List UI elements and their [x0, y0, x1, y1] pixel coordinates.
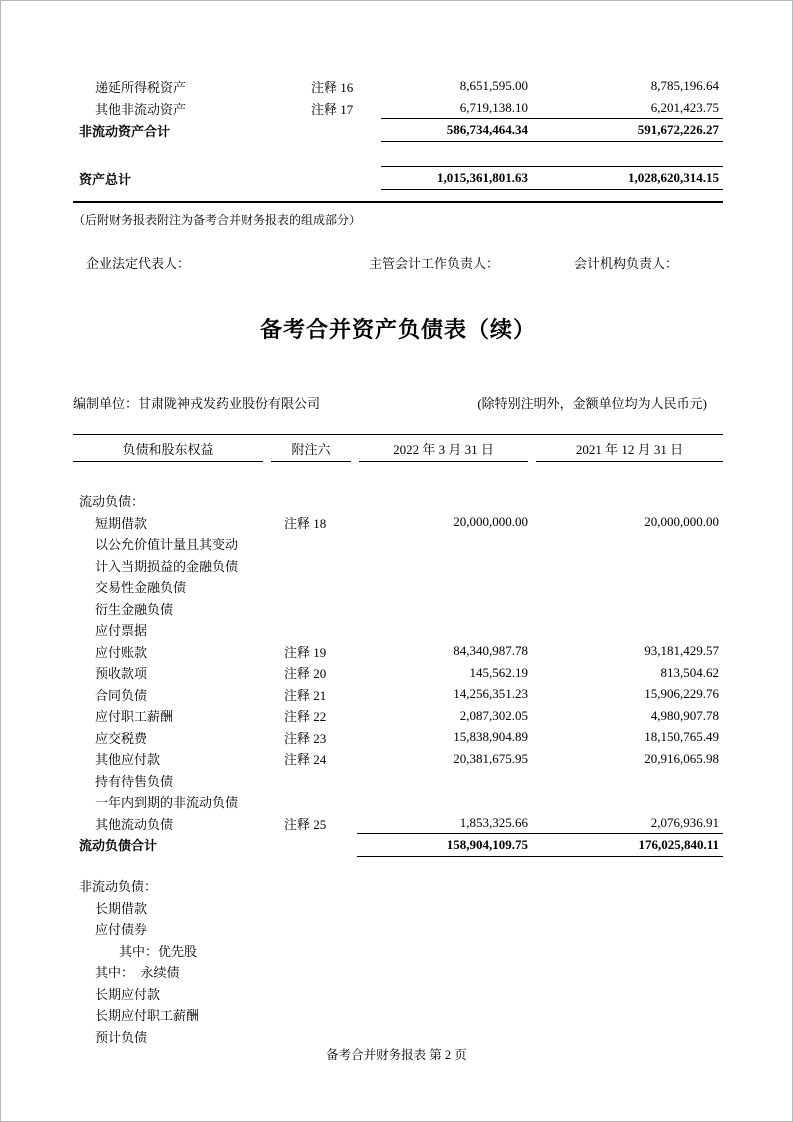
page-content	[73, 75, 723, 1047]
row-value: 20,381,675.95	[453, 750, 528, 766]
row-label: 预计负债	[95, 1029, 148, 1045]
table-row	[73, 875, 723, 897]
row-label: 持有待售负债	[95, 773, 174, 789]
row-value: 15,906,229.76	[644, 686, 719, 702]
section-divider	[73, 201, 723, 203]
row-label: 衍生金融负债	[95, 601, 174, 617]
row-value: 2,087,302.05	[459, 707, 528, 723]
row-value: 1,028,620,314.15	[536, 166, 723, 190]
meta-row	[73, 393, 723, 411]
table-row	[73, 119, 723, 141]
row-note: 注释 17	[311, 101, 354, 117]
row-label: 以公允价值计量且其变动	[95, 537, 239, 553]
row-label: 非流动负债：	[79, 879, 158, 895]
row-label: 计入当期损益的金融负债	[95, 558, 239, 574]
row-label: 一年内到期的非流动负债	[95, 795, 239, 811]
page-title: 备考合并资产负债表（续）	[259, 317, 536, 342]
row-label: 非流动资产合计	[79, 123, 171, 139]
table-row	[73, 662, 723, 684]
row-label: 其中：优先股	[119, 943, 198, 959]
row-value: 586,734,464.34	[381, 118, 536, 142]
page-footer: 备考合并财务报表 第 2 页	[326, 1048, 467, 1062]
table-row	[73, 619, 723, 641]
row-label: 交易性金融负债	[95, 580, 187, 596]
column-header: 附注六	[271, 435, 351, 462]
table-row	[73, 727, 723, 749]
table-spacer-row	[73, 856, 723, 876]
row-value: 591,672,226.27	[536, 118, 723, 142]
row-note: 注释 22	[284, 709, 327, 725]
row-note: 注释 19	[284, 644, 327, 660]
row-label: 预收款项	[95, 666, 148, 682]
row-value: 813,504.62	[660, 664, 719, 680]
row-value: 14,256,351.23	[453, 686, 528, 702]
row-note: 注释 21	[284, 687, 327, 703]
row-label: 合同负债	[95, 687, 148, 703]
row-note: 注释 25	[284, 816, 327, 832]
table-row	[73, 684, 723, 706]
row-label: 应付票据	[95, 623, 148, 639]
row-value: 1,853,325.66	[459, 815, 528, 831]
row-note: 注释 20	[284, 666, 327, 682]
row-label: 递延所得税资产	[95, 79, 187, 95]
table-row	[73, 1026, 723, 1048]
table-row	[73, 598, 723, 620]
row-label: 长期应付款	[95, 986, 161, 1002]
signature-label: 主管会计工作负责人：	[369, 256, 500, 271]
table-row	[73, 533, 723, 555]
main-table-body	[73, 490, 723, 1047]
table-row	[73, 555, 723, 577]
row-value: 20,000,000.00	[453, 514, 528, 530]
row-label: 流动负债合计	[79, 838, 158, 854]
row-value: 20,000,000.00	[644, 514, 719, 530]
row-label: 应付债券	[95, 922, 148, 938]
column-header: 2021 年 12 月 31 日	[536, 435, 723, 462]
table-row	[73, 983, 723, 1005]
table-row	[73, 1004, 723, 1026]
table-row	[73, 791, 723, 813]
table-row	[73, 897, 723, 919]
signature-label: 会计机构负责人：	[574, 256, 679, 271]
row-note: 注释 18	[284, 515, 327, 531]
table-row	[73, 918, 723, 940]
column-header: 2022 年 3 月 31 日	[359, 435, 528, 462]
row-label: 短期借款	[95, 515, 148, 531]
row-value: 93,181,429.57	[644, 643, 719, 659]
top-table-body	[73, 75, 723, 189]
table-row	[73, 576, 723, 598]
main-table	[73, 434, 723, 1047]
row-value: 15,838,904.89	[453, 729, 528, 745]
table-row	[73, 940, 723, 962]
table-row	[73, 813, 723, 835]
row-label: 长期应付职工薪酬	[95, 1008, 200, 1024]
row-value: 1,015,361,801.63	[381, 166, 536, 190]
main-table-header	[73, 434, 723, 462]
row-label: 其他非流动资产	[95, 101, 187, 117]
row-value: 6,719,138.10	[459, 100, 528, 115]
row-value: 4,980,907.78	[650, 707, 719, 723]
row-label: 应付职工薪酬	[95, 709, 174, 725]
signature-label: 企业法定代表人：	[86, 256, 191, 271]
table-row	[73, 770, 723, 792]
row-value: 18,150,765.49	[644, 729, 719, 745]
row-note: 注释 23	[284, 730, 327, 746]
row-value: 158,904,109.75	[357, 833, 536, 857]
row-label: 长期借款	[95, 900, 148, 916]
table-row	[73, 641, 723, 663]
row-value: 84,340,987.78	[453, 643, 528, 659]
row-label: 其中： 永续债	[95, 965, 180, 981]
row-value: 2,076,936.91	[650, 815, 719, 831]
row-value: 8,785,196.64	[650, 78, 719, 93]
row-label: 其他流动负债	[95, 816, 174, 832]
table-row	[73, 961, 723, 983]
currency-note: (除特别注明外，金额单位均为人民币元)	[477, 396, 707, 411]
table-row	[73, 75, 723, 97]
appendix-note: （后附财务报表附注为备考合并财务报表的组成部分）	[73, 213, 362, 227]
row-label: 资产总计	[79, 171, 132, 187]
table-row	[73, 490, 723, 512]
row-value: 6,201,423.75	[650, 100, 719, 115]
row-value: 20,916,065.98	[644, 750, 719, 766]
table-row	[73, 748, 723, 770]
row-note: 注释 24	[284, 752, 327, 768]
table-row	[73, 167, 723, 189]
row-label: 应付账款	[95, 644, 148, 660]
top-table	[73, 75, 723, 189]
row-value: 176,025,840.11	[536, 833, 723, 857]
row-label: 流动负债：	[79, 494, 145, 510]
table-row	[73, 97, 723, 119]
column-header: 负债和股东权益	[73, 435, 263, 462]
row-label: 其他应付款	[95, 752, 161, 768]
table-row	[73, 705, 723, 727]
row-value: 145,562.19	[469, 664, 528, 680]
signature-row	[73, 253, 723, 271]
row-note: 注释 16	[311, 79, 354, 95]
table-row	[73, 512, 723, 534]
table-row	[73, 834, 723, 856]
row-value: 8,651,595.00	[459, 78, 528, 93]
prepared-by-label: 编制单位：甘肃陇神戎发药业股份有限公司	[73, 396, 321, 411]
row-label: 应交税费	[95, 730, 148, 746]
